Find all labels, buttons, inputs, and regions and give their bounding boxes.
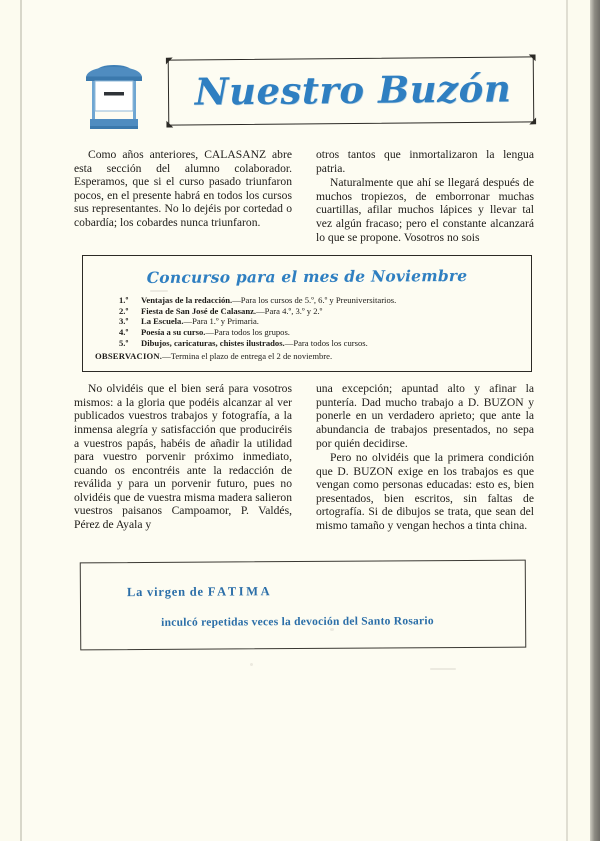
intro-column-left [74, 148, 292, 244]
item-title: La Escuela. [141, 316, 184, 327]
item-title: Dibujos, caricaturas, chistes ilustrados. [141, 337, 285, 348]
paragraph [316, 148, 534, 175]
scan-speck [250, 663, 253, 666]
scan-edge-bottom [0, 841, 600, 847]
paragraph-text: Pero no olvidéis que la primera condición que D. BUZON exige en los trabajos es que vengan como personas educadas: esto es, bien presentados, bien escritos, sin faltas de ortografía. Si de dibujos se trata, que sean del mismo tamaño y vengan hechos a tinta china. [316, 451, 534, 533]
list-item [119, 338, 527, 349]
paragraph-text: Como años anteriores, CALASANZ abre esta sección del alumno colaborador. Esperamos, que si el curso pasado triunfaron pocos, en el presente habrá en todos los cursos sus representantes. No lo dejéis por cortedad o cobardía; los cobardes nunca triunfaron. [74, 148, 292, 229]
article-content [74, 52, 534, 649]
scan-speck [430, 668, 456, 670]
mailbox-icon [82, 58, 146, 134]
paragraph [316, 382, 534, 450]
item-title: Poesía a su curso. [141, 326, 206, 337]
item-detail: —Para los cursos de 5.º, 6.º y Preuniversitarios. [232, 295, 397, 306]
item-number: 2.º [119, 305, 129, 316]
body-column-left [74, 382, 292, 533]
item-detail: —Para 4.º, 3.º y 2.º [256, 305, 323, 316]
paragraph [74, 148, 292, 230]
paragraph [316, 451, 534, 533]
frame-corner-bottom-left [166, 121, 173, 128]
item-detail: —Para todos los cursos. [284, 337, 368, 348]
concurso-observation [87, 351, 527, 362]
item-detail: —Para todos los grupos. [205, 326, 290, 337]
intro-columns [74, 148, 534, 244]
fatima-box [80, 559, 527, 650]
item-number: 4.º [119, 326, 129, 337]
page-crease-left [20, 0, 22, 847]
fatima-line-1 [127, 584, 272, 600]
page-title: Nuestro Buzón [194, 66, 512, 114]
list-item [119, 295, 527, 306]
concurso-title: Concurso para el mes de Noviembre [146, 266, 468, 288]
page-crease-right [566, 0, 568, 847]
concurso-list [87, 295, 527, 348]
item-title: Ventajas de la redacción. [141, 295, 233, 306]
list-item [119, 327, 527, 338]
scan-edge-right [590, 0, 600, 847]
intro-column-right [316, 148, 534, 244]
paragraph-text: una excepción; apuntad alto y afinar la puntería. Dad mucho trabajo a D. BUZON y ponerle en un verdadero aprieto; que ante la abundancia de trabajos presentados, no sepa por quién decidirse. [316, 382, 534, 450]
fatima-name: FATIMA [207, 583, 273, 599]
paragraph-text: Naturalmente que ahí se llegará después de muchos tropiezos, de emborronar muchas cuartillas, afilar muchos lápices y llevar tal vez algún fracaso; pero el constante alcanzará lo que se propone. Vosotros no sois [316, 176, 534, 244]
observation-text: —Termina el plazo de entrega el 2 de noviembre. [162, 351, 333, 362]
body-column-right [316, 382, 534, 533]
fatima-prefix: La virgen de [126, 584, 208, 599]
concurso-box [82, 255, 532, 372]
list-item [119, 316, 527, 327]
list-item [119, 306, 527, 317]
paragraph-text: No olvidéis que el bien será para vosotros mismos: a la gloria que podéis alcanzar al ver publicados vuestros trabajos y fotografía, a la inmensa alegría y satisfacción que produciréis a vuestros papás, habéis de añadir la utilidad para vuestro porvenir próximo inmediato, cuando os encontréis ante la redacción de reválida y para un porvenir futuro, pues no olvidéis que de vuestra misma madera salieron vuestros paisanos Campoamor, P. Valdés, Pérez de Ayala y [74, 382, 292, 532]
paragraph [316, 176, 534, 244]
fatima-line-2: inculcó repetidas veces la devoción del Santo Rosario [161, 614, 434, 629]
item-number: 3.º [119, 316, 129, 327]
paragraph [74, 382, 292, 532]
masthead [74, 52, 534, 136]
body-columns [74, 382, 534, 533]
item-number: 1.º [119, 295, 129, 306]
item-number: 5.º [119, 337, 129, 348]
item-title: Fiesta de San José de Calasanz. [141, 305, 257, 316]
observation-label: OBSERVACION. [95, 351, 163, 362]
paragraph-text: otros tantos que inmortalizaron la lengua patria. [316, 148, 534, 175]
item-detail: —Para 1.º y Primaria. [183, 316, 259, 327]
